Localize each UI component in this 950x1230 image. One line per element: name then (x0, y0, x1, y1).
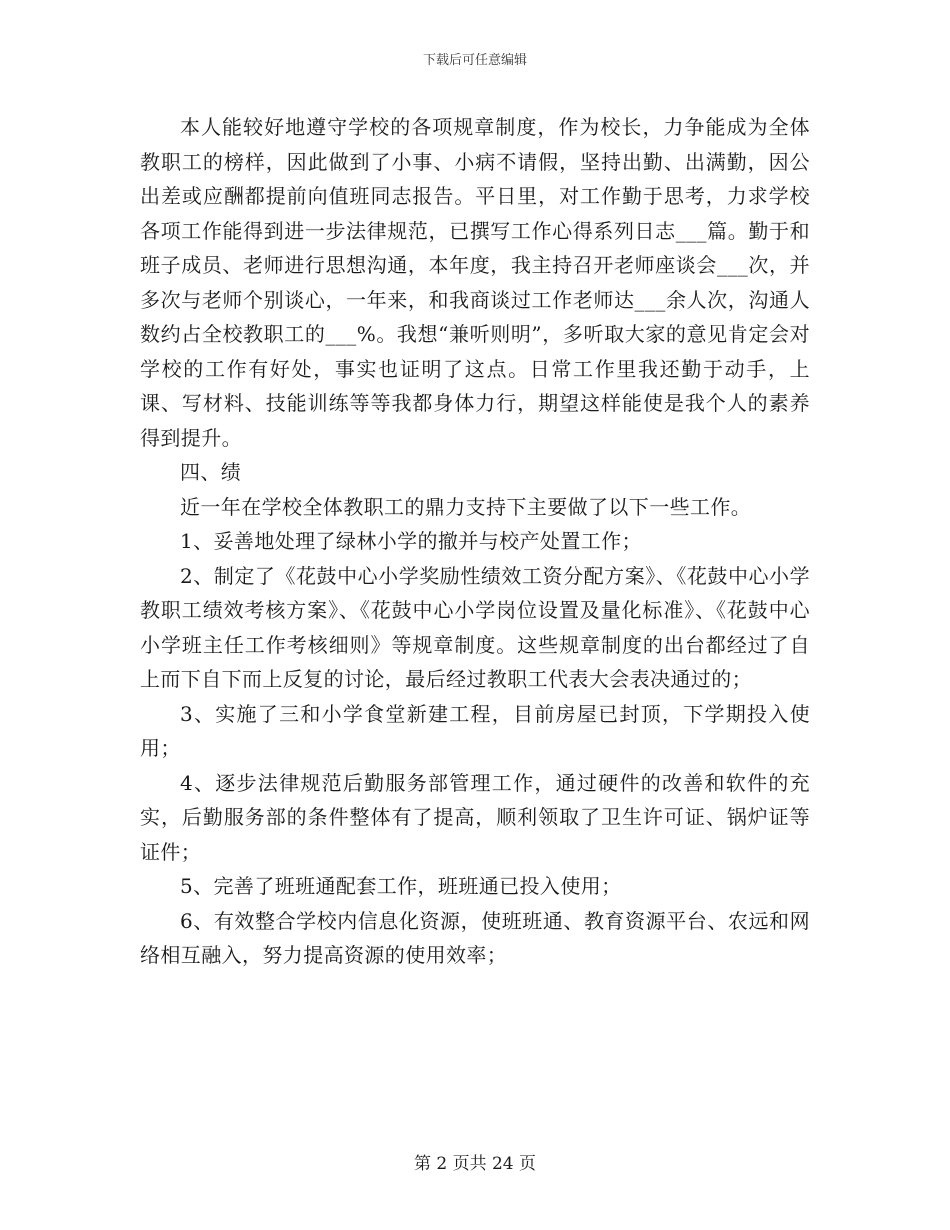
list-item-1: 1、妥善地处理了绿林小学的撤并与校产处置工作； (180, 529, 642, 553)
page-number: 第 2 页共 24 页 (413, 1154, 537, 1174)
paragraph-self-discipline: 本人能较好地遵守学校的各项规章制度，作为校长，力争能成为全体教职工的榜样，因此做到了小事、小病不请假，坚持出勤、出满勤，因公出差或应酬都提前向值班同志报告。平日里，对工作勤于思考，力求学校各项工作能得到进一步法律规范，已撰写工作心得系列日志___篇。勤于和班子成员、老师进行思想沟通，本年度，我主持召开老师座谈会___次，并多次与老师个别谈心，一年来，和我商谈过工作老师达___余人次，沟通人数约占全校教职工的___%。我想“兼听则明”，多听取大家的意见肯定会对学校的工作有好处，事实也证明了这点。日常工作里我还勤于动手，上课、写材料、技能训练等等我都身体力行，期望这样能使是我个人的素养得到提升。 (140, 115, 810, 450)
paragraph-intro: 近一年在学校全体教职工的鼎力支持下主要做了以下一些工作。 (180, 494, 752, 519)
document-body (140, 110, 810, 973)
list-item-4: 4、逐步法律规范后勤服务部管理工作，通过硬件的改善和软件的充实，后勤服务部的条件整体有了提高，顺利领取了卫生许可证、锅炉证等证件； (140, 770, 810, 864)
list-item-3: 3、实施了三和小学食堂新建工程，目前房屋已封顶，下学期投入使用； (140, 701, 810, 760)
page-header: 下载后可任意编辑 (422, 53, 527, 68)
list-item-5: 5、完善了班班通配套工作，班班通已投入使用； (180, 874, 622, 898)
list-item-2: 2、制定了《花鼓中心小学奖励性绩效工资分配方案》、《花鼓中心小学教职工绩效考核方案》、《花鼓中心小学岗位设置及量化标准》、《花鼓中心小学班主任工作考核细则》等规章制度。这些规章制度的出台都经过了自上而下自下而上反复的讨论，最后经过教职工代表大会表决通过的； (140, 563, 810, 691)
list-item-6: 6、有效整合学校内信息化资源，使班班通、教育资源平台、农远和网络相互融入，努力提高资源的使用效率； (140, 908, 810, 967)
section-heading-achievements: 四、绩 (180, 460, 242, 484)
